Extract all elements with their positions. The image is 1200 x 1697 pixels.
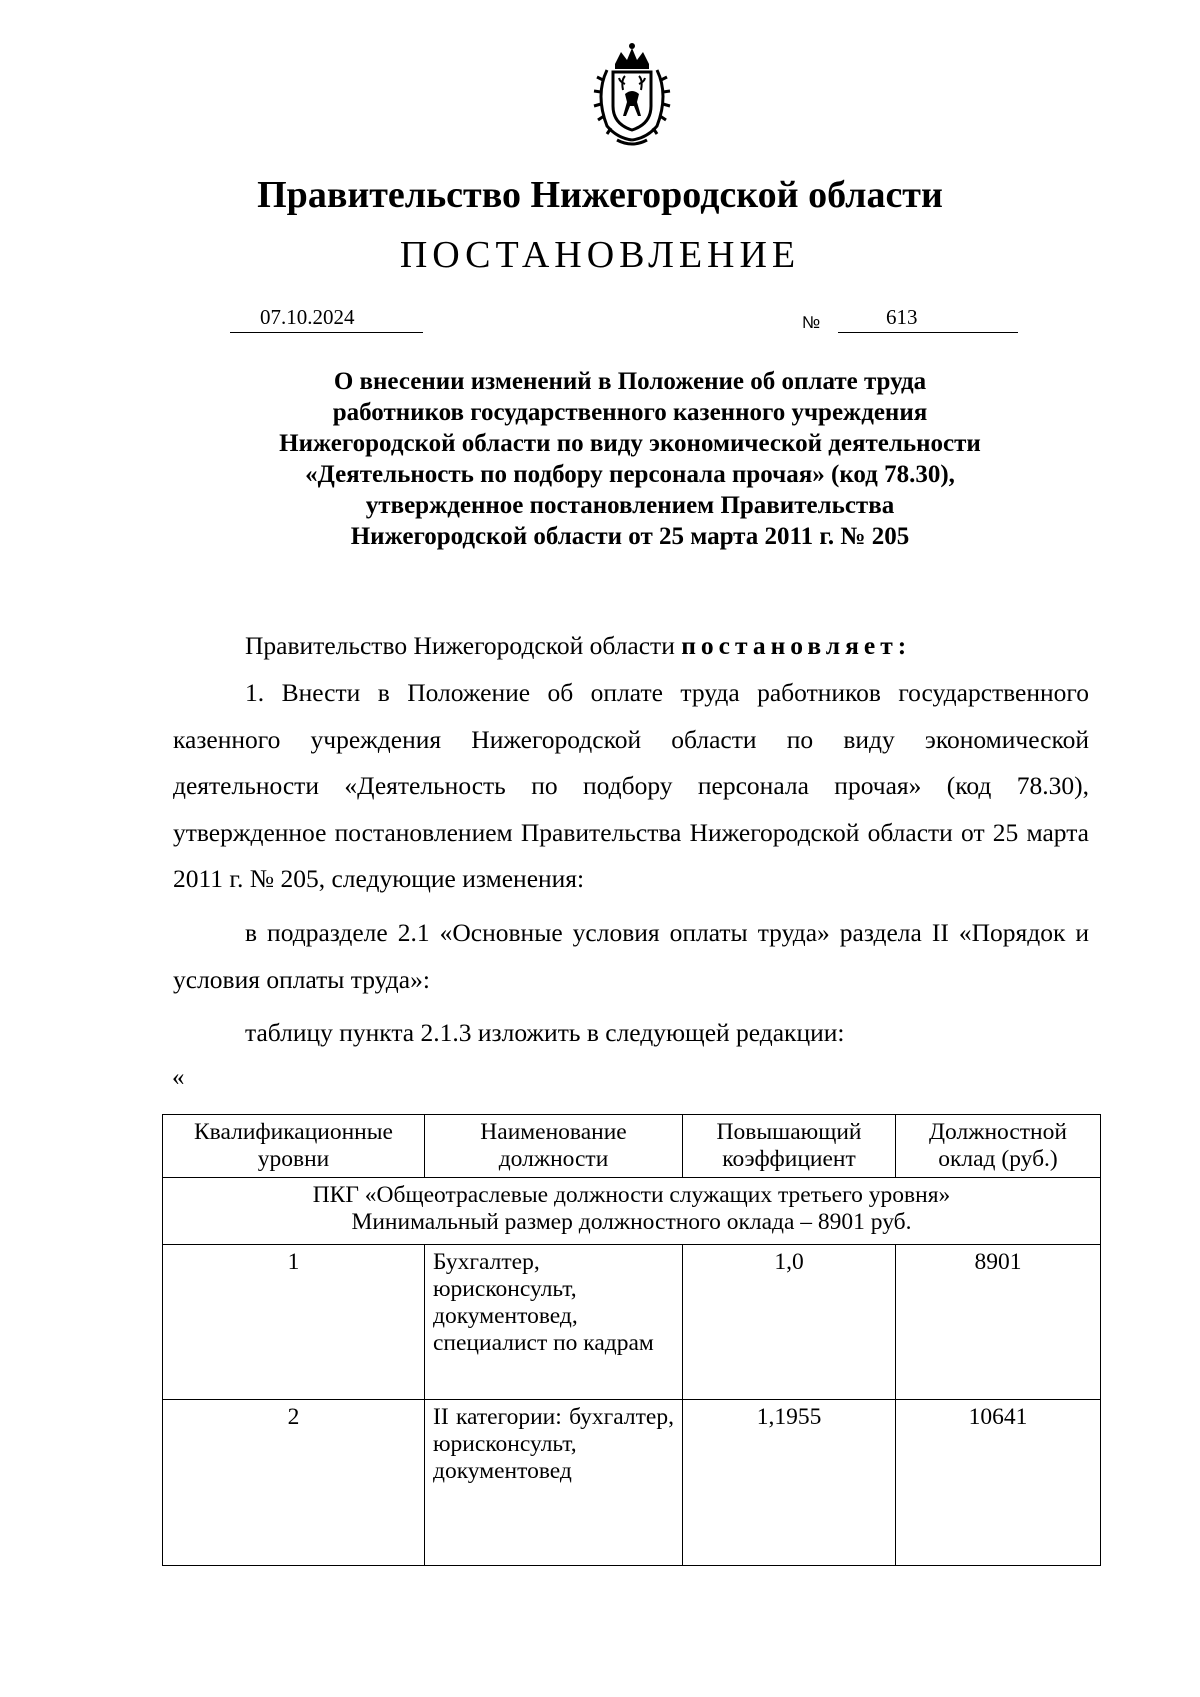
position-name: Бухгалтер, юрисконсульт, документовед, специалист по кадрам bbox=[425, 1245, 683, 1400]
number-sign: № bbox=[802, 313, 821, 332]
group-min-salary: Минимальный размер должностного оклада – 8901 руб. bbox=[351, 1209, 912, 1235]
salary: 8901 bbox=[896, 1245, 1101, 1400]
coefficient: 1,0 bbox=[683, 1245, 896, 1400]
position-name: II категории: бухгалтер, юрисконсульт, документовед bbox=[425, 1400, 683, 1566]
column-header: Должностной оклад (руб.) bbox=[896, 1115, 1101, 1178]
salary: 10641 bbox=[896, 1400, 1101, 1566]
preamble bbox=[245, 623, 1105, 669]
document-type: ПОСТАНОВЛЕНИЕ bbox=[399, 234, 801, 276]
paragraph-1: 1. Внести в Положение об оплате труда работников государственного казенного учреждения Нижегородской области по виду экономической деятельности «Деятельность по подбору персонала прочая» (код 78.30), утвержденное постановлением Правительства Нижегородской области от 25 марта 2011 г. № 205, следующие изменения: bbox=[173, 678, 1089, 893]
government-title: Правительство Нижегородской области bbox=[257, 174, 943, 216]
paragraph-3: таблицу пункта 2.1.3 изложить в следующей редакции: bbox=[245, 1018, 845, 1047]
coat-of-arms-icon bbox=[577, 40, 687, 150]
subject-line: Нижегородской области по виду экономической деятельности bbox=[279, 430, 981, 457]
group-caption bbox=[163, 1178, 1101, 1245]
document-date: 07.10.2024 bbox=[260, 305, 355, 329]
coefficient: 1,1955 bbox=[683, 1400, 896, 1566]
document-number: 613 bbox=[886, 305, 918, 329]
group-title: ПКГ «Общеотраслевые должности служащих третьего уровня» bbox=[312, 1182, 951, 1208]
date-field bbox=[230, 304, 423, 333]
table-row bbox=[163, 1400, 1101, 1566]
subject-line: «Деятельность по подбору персонала прочая» (код 78.30), bbox=[305, 461, 955, 488]
column-header: Квалификационные уровни bbox=[163, 1115, 425, 1178]
number-field bbox=[838, 304, 1018, 333]
qualification-level: 1 bbox=[163, 1245, 425, 1400]
subject-line: Нижегородской области от 25 марта 2011 г. № 205 bbox=[350, 523, 910, 550]
column-header: Повышающий коэффициент bbox=[683, 1115, 896, 1178]
table-row bbox=[163, 1245, 1101, 1400]
qualification-level: 2 bbox=[163, 1400, 425, 1566]
paragraph-2: в подразделе 2.1 «Основные условия оплаты труда» раздела II «Порядок и условия оплаты труда»: bbox=[173, 918, 1089, 994]
column-header: Наименование должности bbox=[425, 1115, 683, 1178]
salary-table bbox=[162, 1114, 1101, 1566]
subject-line: работников государственного казенного учреждения bbox=[332, 399, 928, 426]
subject-line: утвержденное постановлением Правительства bbox=[365, 492, 895, 519]
table-group-row bbox=[163, 1178, 1101, 1245]
opening-quote: « bbox=[172, 1064, 185, 1091]
preamble-text: Правительство Нижегородской области bbox=[245, 631, 682, 660]
preamble-decree-word: постановляет: bbox=[681, 631, 912, 660]
table-header-row bbox=[163, 1115, 1101, 1178]
subject-line: О внесении изменений в Положение об оплате труда bbox=[333, 368, 927, 395]
document-subject bbox=[200, 366, 1060, 552]
